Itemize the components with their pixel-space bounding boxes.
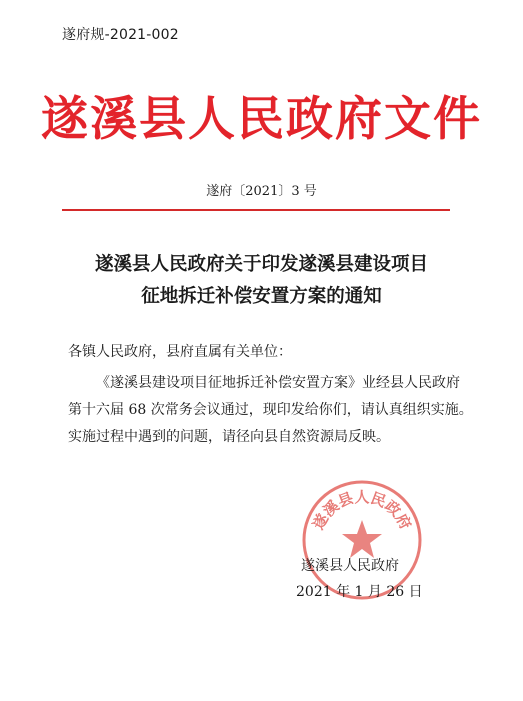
document-header: 遂溪县人民政府文件 xyxy=(41,92,482,147)
body-line: 第十六届 68 次常务会议通过，现印发给你们，请认真组织实施。 xyxy=(68,402,473,418)
body-line: 实施过程中遇到的问题，请径向县自然资源局反映。 xyxy=(68,429,390,445)
title-line: 征地拆迁补偿安置方案的通知 xyxy=(141,286,382,307)
red-divider xyxy=(62,209,450,211)
body-line: 《遂溪县建设项目征地拆迁补偿安置方案》业经县人民政府 xyxy=(96,375,460,391)
title-line: 遂溪县人民政府关于印发遂溪县建设项目 xyxy=(94,254,428,275)
seal-text: 遂溪县人民政府 xyxy=(309,488,415,533)
salutation: 各镇人民政府，县府直属有关单位： xyxy=(68,344,292,360)
signature: 遂溪县人民政府 xyxy=(301,558,399,574)
document-title xyxy=(0,249,523,313)
signature-date: 2021 年 1 月 26 日 xyxy=(296,584,423,600)
document-code: 遂府规-2021-002 xyxy=(62,27,179,43)
document-number: 遂府〔2021〕3 号 xyxy=(206,184,317,199)
body-text xyxy=(68,370,473,451)
